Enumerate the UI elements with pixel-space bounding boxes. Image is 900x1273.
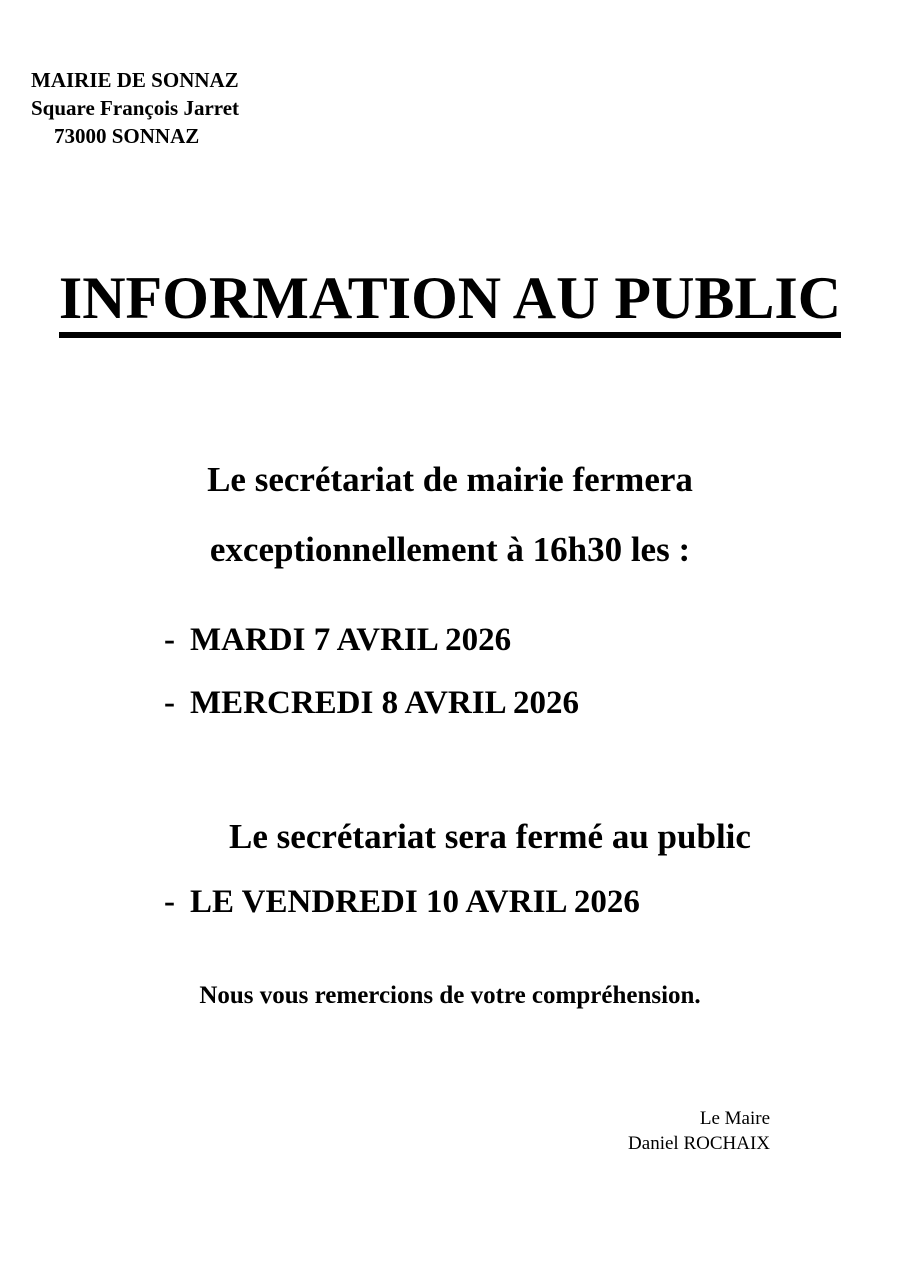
early-close-line-2: exceptionnellement à 16h30 les :: [209, 530, 691, 569]
street-address: Square François Jarret: [31, 96, 240, 120]
date-item: LE VENDREDI 10 AVRIL 2026: [190, 884, 640, 920]
signature-name: Daniel ROCHAIX: [628, 1133, 770, 1154]
thanks-message: Nous vous remercions de votre compréhension.: [199, 982, 701, 1009]
city-address: 73000 SONNAZ: [54, 124, 200, 148]
closed-notice-line: Le secrétariat sera fermé au public: [229, 817, 751, 856]
address-block: [31, 66, 239, 150]
org-name: MAIRIE DE SONNAZ: [31, 68, 239, 92]
list-item: [164, 877, 640, 927]
bullet-dash: -: [164, 884, 175, 920]
date-item: MERCREDI 8 AVRIL 2026: [190, 685, 580, 721]
list-item: [164, 615, 511, 665]
bullet-dash: -: [164, 622, 175, 658]
early-close-paragraph: [0, 445, 900, 585]
bullet-dash: -: [164, 685, 175, 721]
signature-block: [628, 1106, 770, 1156]
date-item: MARDI 7 AVRIL 2026: [190, 622, 512, 658]
signature-role: Le Maire: [699, 1108, 770, 1129]
list-item: [164, 678, 579, 728]
page-title: INFORMATION AU PUBLIC: [59, 264, 841, 338]
page-title-wrapper: [0, 260, 900, 338]
early-close-line-1: Le secrétariat de mairie fermera: [207, 460, 693, 499]
